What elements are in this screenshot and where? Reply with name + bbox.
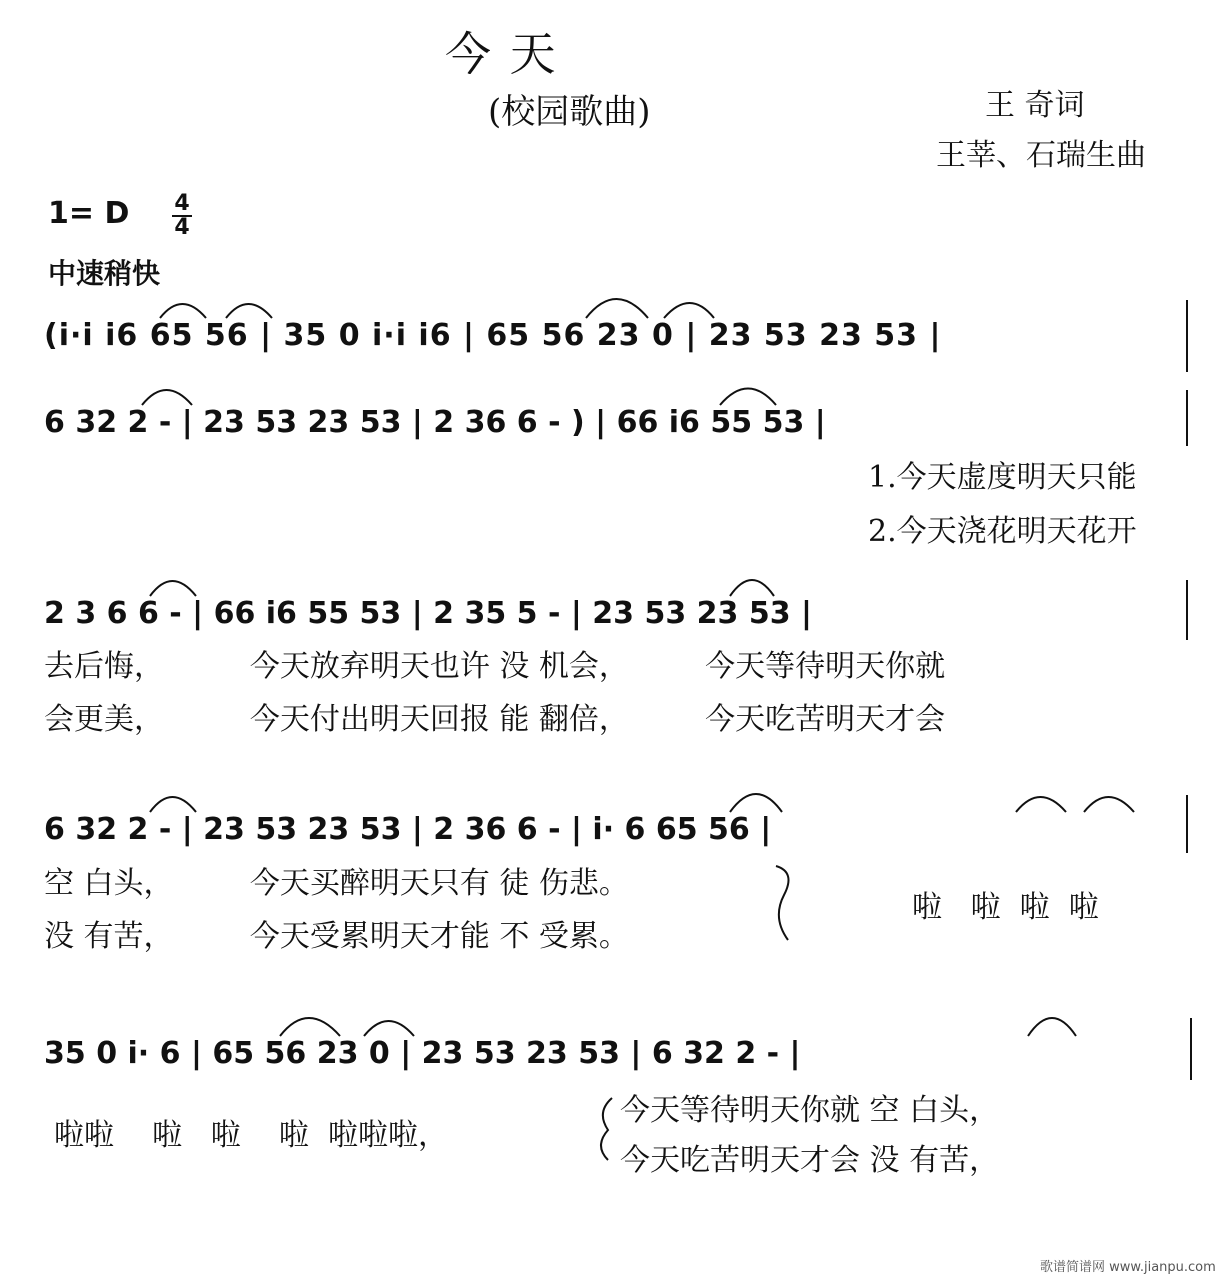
la-row-5: 啦啦 啦 啦 啦 啦啦啦， (54, 1118, 448, 1153)
composer-credit: 王莘、石瑞生曲 (936, 138, 1146, 173)
lyric-row-3-verse-2: 会更美， 今天付出明天回报 能 翻倍， 今天吃苦明天才会 (44, 702, 946, 737)
barline (1186, 300, 1188, 372)
lyric-row-2-verse-2: 2.今天浇花明天花开 (868, 514, 1137, 549)
lyricist-credit: 王 奇词 (985, 88, 1085, 123)
barline (1190, 1018, 1192, 1080)
lyric-row-4-verse-1: 空 白头， 今天买醉明天只有 徒 伤悲。 (44, 866, 629, 901)
score-row-3: 2 3 6 6 - | 66 i6 55 53 | 2 35 5 - | 23 53 23 53 | (44, 596, 813, 631)
score-row-4: 6 32 2 - | 23 53 23 53 | 2 36 6 - | i· 6 65 56 | (44, 812, 772, 847)
la-row-4: 啦 啦 啦 啦 (912, 890, 1099, 925)
key-signature: 1= D (48, 196, 130, 231)
score-row-2: 6 32 2 - | 23 53 23 53 | 2 36 6 - ) | 66 i6 55 53 | (44, 405, 826, 440)
time-sig-top: 4 (174, 191, 190, 216)
time-sig-bottom: 4 (174, 215, 190, 240)
score-row-1: (i·i i6 65 56 | 35 0 i·i i6 | 65 56 23 0 | 23 53 23 53 | (44, 318, 942, 353)
lyric-row-3-verse-1: 去后悔， 今天放弃明天也许 没 机会， 今天等待明天你就 (44, 649, 946, 684)
time-signature (172, 191, 192, 240)
lyric-row-2-verse-1: 1.今天虚度明天只能 (868, 460, 1137, 495)
barline (1186, 390, 1188, 446)
lyric-row-5-verse-2: 今天吃苦明天才会 没 有苦， (620, 1143, 1000, 1178)
page-title: 今 天 (445, 27, 558, 81)
barline (1186, 795, 1188, 853)
tempo-marking: 中速稍快 (48, 257, 161, 290)
watermark: 歌谱简谱网 www.jianpu.com (1040, 1260, 1216, 1275)
score-row-5: 35 0 i· 6 | 65 56 23 0 | 23 53 23 53 | 6 32 2 - | (44, 1036, 801, 1071)
barline (1186, 580, 1188, 640)
lyric-row-4-verse-2: 没 有苦， 今天受累明天才能 不 受累。 (44, 919, 629, 954)
subtitle: (校园歌曲) (488, 92, 651, 132)
lyric-row-5-verse-1: 今天等待明天你就 空 白头， (620, 1093, 1000, 1128)
